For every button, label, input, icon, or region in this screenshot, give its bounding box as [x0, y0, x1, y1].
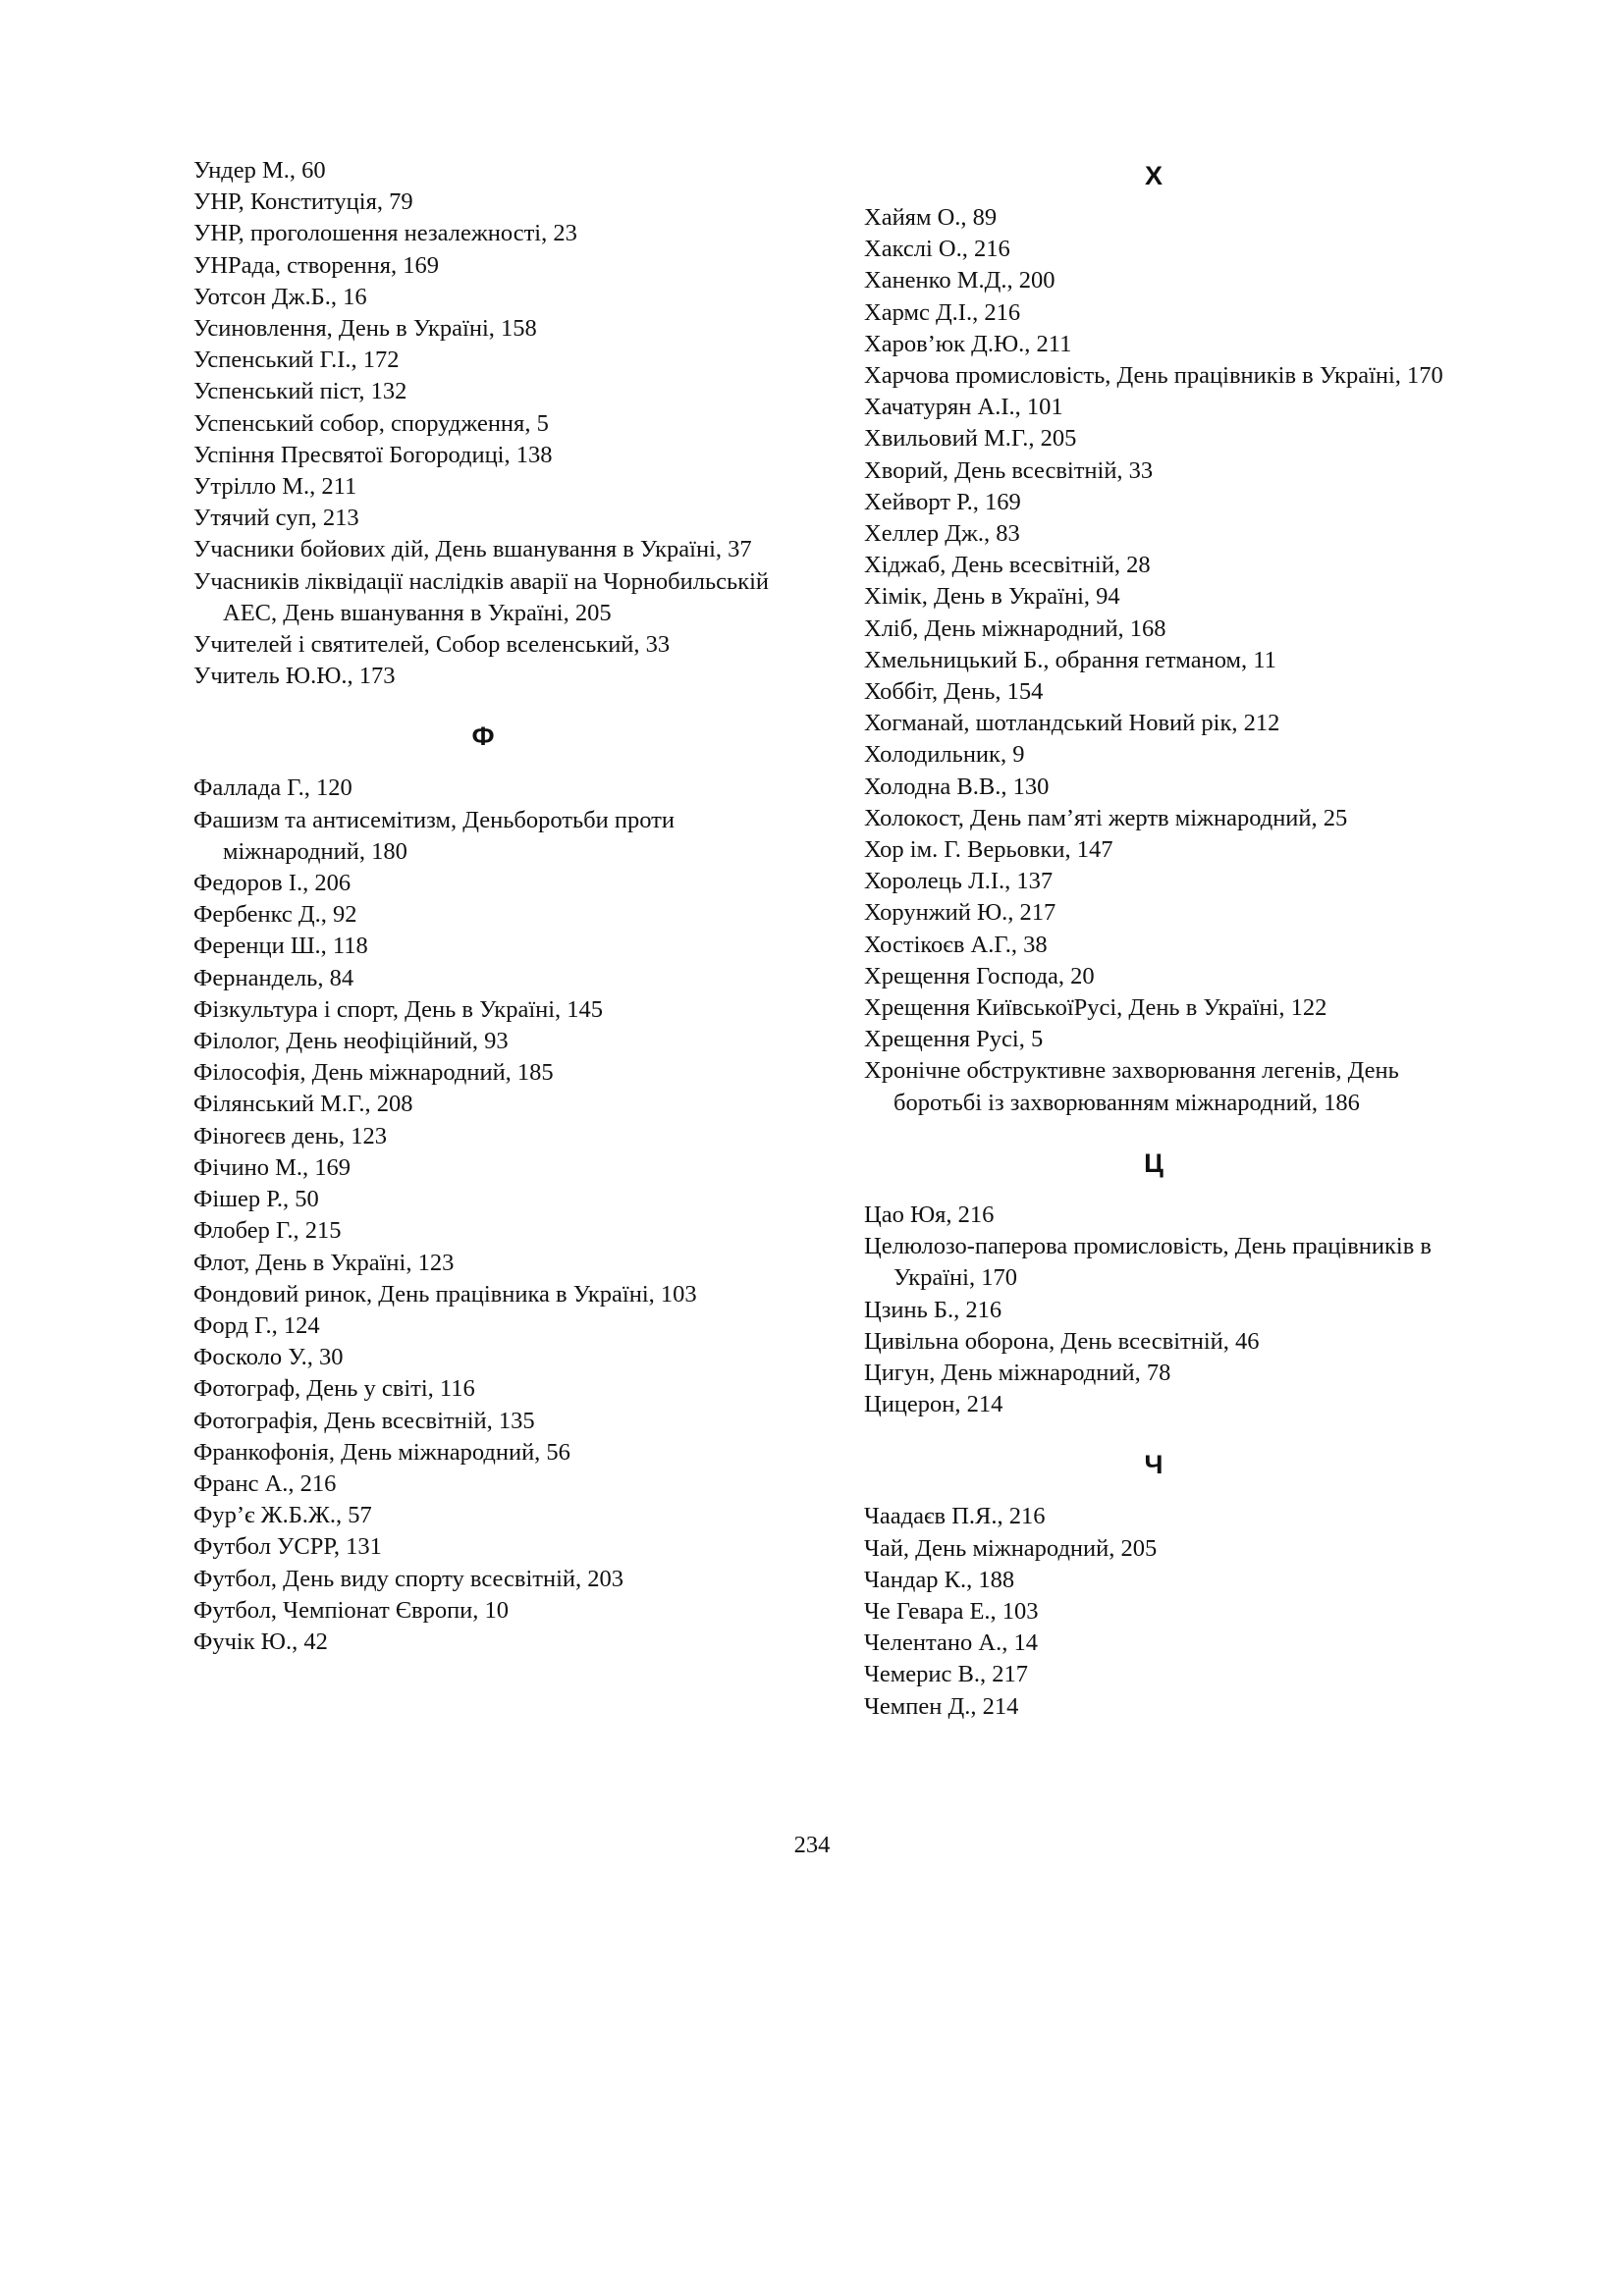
index-entry: Утячий суп, 213: [193, 505, 359, 532]
index-entry: Хімік, День в Україні, 94: [864, 583, 1120, 611]
index-entry: Фур’є Ж.Б.Ж., 57: [193, 1502, 372, 1529]
index-entry: Фашизм та антисемітизм, Деньборотьби проти міжнародний, 180: [193, 806, 675, 865]
index-entry: Харов’юк Д.Ю., 211: [864, 330, 1072, 357]
index-entry: Хакслі О., 216: [864, 236, 1010, 263]
index-entry: Філософія, День міжнародний, 185: [193, 1059, 554, 1087]
index-entry: Учасники бойових дій, День вшанування в Україні, 37: [193, 536, 752, 563]
index-entry: Холодильник, 9: [864, 741, 1025, 769]
index-entry: Фотографія, День всесвітній, 135: [193, 1407, 535, 1434]
index-entry: Хорунжий Ю., 217: [864, 899, 1056, 927]
index-entry: Філянський М.Г., 208: [193, 1091, 413, 1118]
index-entry: Фернандель, 84: [193, 964, 354, 991]
index-entry: Ханенко М.Д., 200: [864, 267, 1056, 294]
index-entry: Хайям О., 89: [864, 204, 998, 231]
section-letter-heading: Ч: [1144, 1450, 1164, 1480]
index-entry: Хеллер Дж., 83: [864, 520, 1020, 548]
index-entry: Хачатурян А.І., 101: [864, 394, 1063, 421]
section-letter-heading: Х: [1144, 161, 1163, 190]
index-entry: Хармс Д.І., 216: [864, 298, 1021, 326]
index-entry: Хворий, День всесвітній, 33: [864, 456, 1154, 484]
index-entry: Філолог, День неофіційний, 93: [193, 1028, 509, 1055]
index-entry: Успіння Пресвятої Богородиці, 138: [193, 441, 553, 468]
page-number: 234: [793, 1832, 831, 1858]
index-entry: Чандар К., 188: [864, 1566, 1015, 1593]
index-entry: Франкофонія, День міжнародний, 56: [193, 1438, 570, 1466]
index-entry: Фізкультура і спорт, День в Україні, 145: [193, 995, 604, 1023]
index-entry: Федоров І., 206: [193, 870, 352, 897]
index-entry: Цивільна оборона, День всесвітній, 46: [864, 1327, 1260, 1355]
index-entry: Флобер Г., 215: [193, 1217, 342, 1245]
index-entry: Фербенкс Д., 92: [193, 901, 357, 929]
index-entry: Фондовий ринок, День працівника в Україні, 103: [193, 1280, 697, 1308]
index-entry: Хрещення КиївськоїРусі, День в Україні, 122: [864, 994, 1327, 1022]
index-entry: Хвильовий М.Г., 205: [864, 425, 1077, 453]
index-entry: Хор ім. Г. Верьовки, 147: [864, 836, 1113, 864]
index-entry: Хоббіт, День, 154: [864, 678, 1044, 706]
index-entry: Цзинь Б., 216: [864, 1296, 1002, 1323]
index-entry: Челентано А., 14: [864, 1629, 1038, 1657]
index-entry: Чемпен Д., 214: [864, 1692, 1019, 1720]
index-entry: Ундер М., 60: [193, 157, 326, 184]
index-column-left: [193, 155, 773, 1658]
index-entry: Хостікоєв А.Г., 38: [864, 931, 1048, 958]
index-entry: Успенський Г.І., 172: [193, 347, 400, 374]
index-entry: УНР, проголошення незалежності, 23: [193, 220, 577, 247]
index-entry: Харчова промисловість, День працівників в Україні, 170: [864, 362, 1443, 390]
index-entry: Усиновлення, День в Україні, 158: [193, 315, 537, 343]
index-entry: Фічино М., 169: [193, 1153, 351, 1181]
index-entry: Хейворт Р., 169: [864, 488, 1021, 515]
index-entry: Цигун, День міжнародний, 78: [864, 1359, 1171, 1386]
index-entry: Че Гевара Е., 103: [864, 1597, 1039, 1625]
section-letter-heading: Ф: [471, 721, 495, 752]
index-column-right: [864, 156, 1443, 1723]
index-entry: Успенський собор, спорудження, 5: [193, 409, 549, 437]
index-entry: Хмельницький Б., обрання гетманом, 11: [864, 646, 1276, 673]
index-entry: Холодна В.В., 130: [864, 773, 1050, 800]
index-entry: Футбол, День виду спорту всесвітній, 203: [193, 1565, 623, 1592]
index-entry: Учасників ліквідації наслідків аварії на Чорнобильській АЕС, День вшанування в Україні, 205: [193, 567, 770, 626]
index-entry: Учитель Ю.Ю., 173: [193, 663, 396, 690]
index-entry: Чемерис В., 217: [864, 1661, 1029, 1688]
index-entry: Форд Г., 124: [193, 1311, 320, 1339]
index-entry: УНРада, створення, 169: [193, 251, 439, 279]
index-entry: Хоролець Л.І., 137: [864, 868, 1054, 895]
index-entry: Холокост, День пам’яті жертв міжнародний, 25: [864, 804, 1348, 831]
index-entry: Хрещення Господа, 20: [864, 962, 1095, 989]
index-entry: Фішер Р., 50: [193, 1186, 319, 1213]
section-letter-heading: Ц: [1144, 1148, 1164, 1178]
index-entry: Уотсон Дж.Б., 16: [193, 283, 367, 310]
index-entry: Ференци Ш., 118: [193, 933, 368, 960]
index-entry: Целюлозо-паперова промисловість, День працівників в Україні, 170: [864, 1233, 1432, 1292]
index-entry: Фосколо У., 30: [193, 1344, 344, 1371]
index-entry: Хліб, День міжнародний, 168: [864, 614, 1166, 642]
index-entry: Хогманай, шотландський Новий рік, 212: [864, 710, 1280, 737]
index-entry: Флот, День в Україні, 123: [193, 1249, 455, 1276]
index-entry: Фіногеєв день, 123: [193, 1122, 387, 1149]
index-entry: Франс А., 216: [193, 1469, 337, 1497]
index-entry: Хронічне обструктивне захворювання легенів, День боротьбі із захворюванням міжнародний, 186: [864, 1057, 1399, 1116]
index-entry: Чай, День міжнародний, 205: [864, 1534, 1158, 1562]
index-entry: Цицерон, 214: [864, 1391, 1003, 1418]
index-entry: Успенський піст, 132: [193, 378, 407, 405]
index-entry: УНР, Конституція, 79: [193, 188, 413, 216]
index-entry: Фучік Ю., 42: [193, 1628, 328, 1655]
index-entry: Учителей і святителей, Собор вселенський, 33: [193, 631, 671, 659]
index-entry: Футбол УСРР, 131: [193, 1533, 382, 1561]
index-entry: Футбол, Чемпіонат Європи, 10: [193, 1596, 510, 1624]
index-entry: Фотограф, День у світі, 116: [193, 1375, 475, 1403]
index-entry: Цао Юя, 216: [864, 1201, 995, 1228]
index-entry: Фаллада Г., 120: [193, 774, 352, 802]
index-entry: Утрілло М., 211: [193, 473, 357, 501]
index-entry: Чаадаєв П.Я., 216: [864, 1503, 1046, 1530]
index-entry: Хіджаб, День всесвітній, 28: [864, 552, 1151, 579]
index-entry: Хрещення Русі, 5: [864, 1026, 1044, 1053]
